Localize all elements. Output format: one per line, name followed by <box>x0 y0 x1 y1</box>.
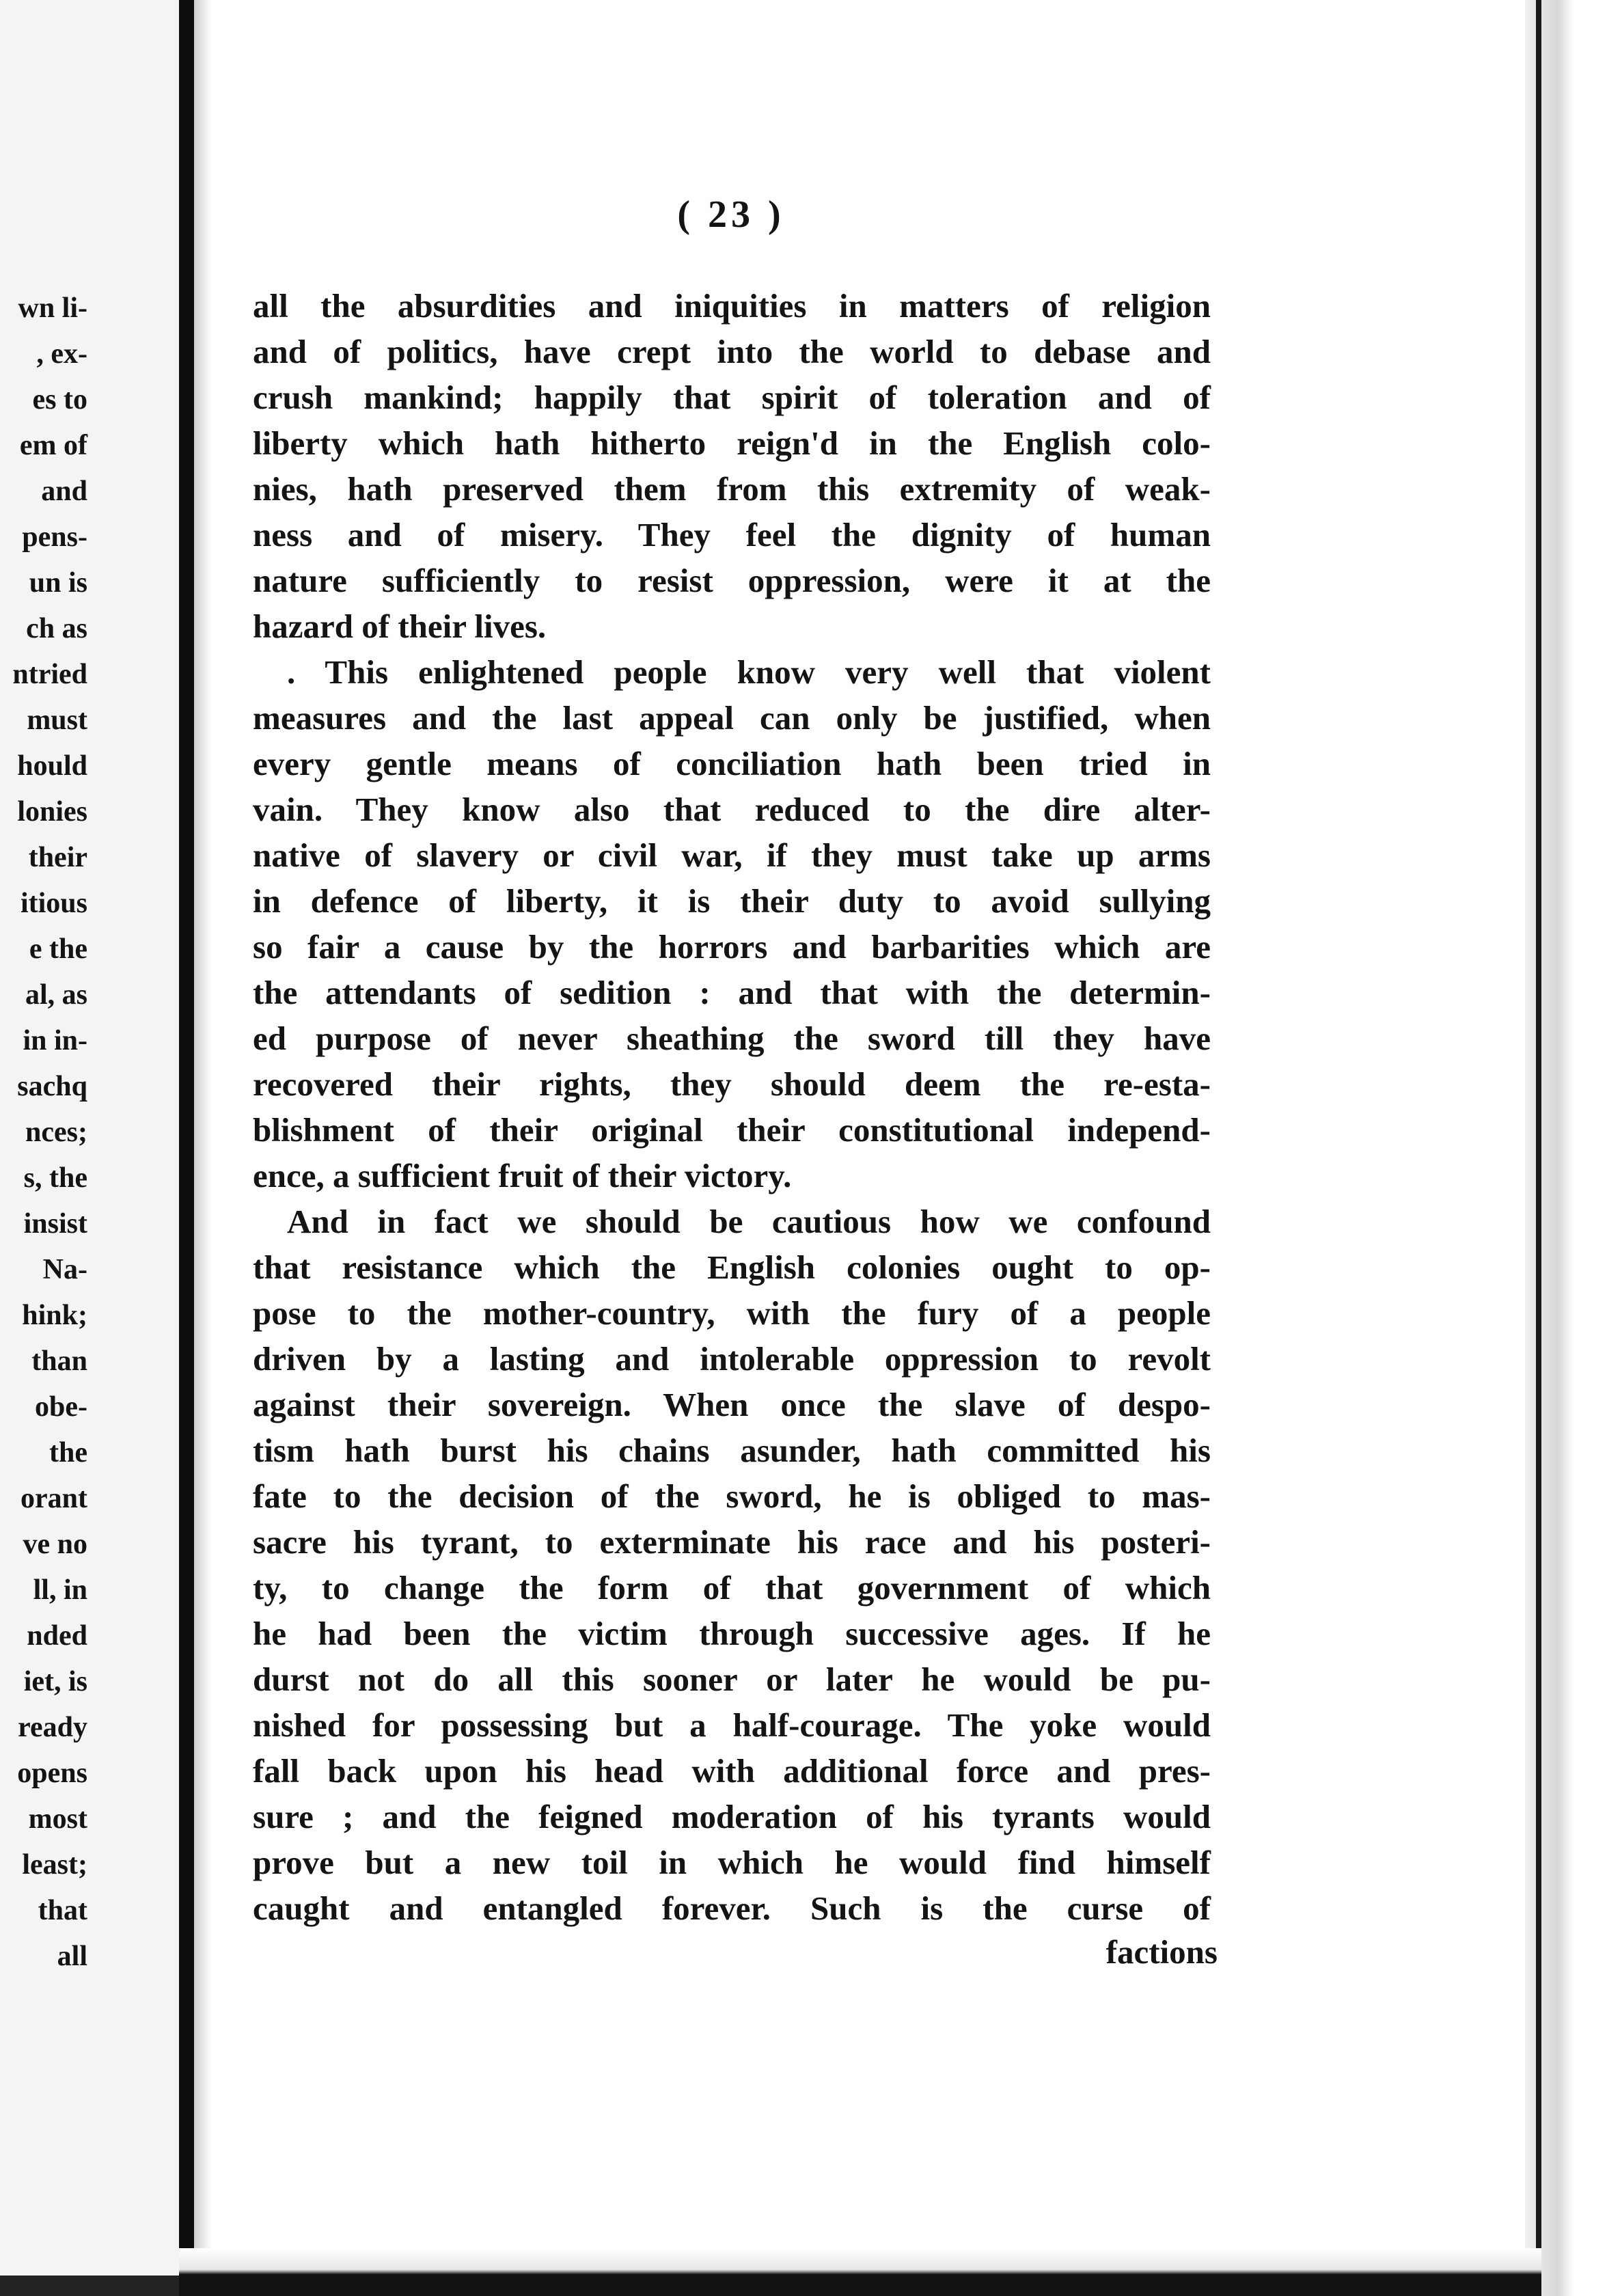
text-line: . This enlightened people know very well that violent <box>287 653 1211 691</box>
gutter-shadow <box>194 0 212 2296</box>
gutter-bar <box>179 0 194 2296</box>
left-fragment-line: e the <box>29 933 87 965</box>
text-line: the attendants of sedition : and that with the determin- <box>253 974 1211 1011</box>
text-line: caught and entangled forever. Such is the curse of <box>253 1889 1211 1927</box>
body-text <box>253 283 1211 1931</box>
text-line: prove but a new toil in which he would find himself <box>253 1844 1211 1881</box>
left-fragment-line: wn li- <box>18 292 87 324</box>
text-line: every gentle means of conciliation hath been tried in <box>253 745 1211 782</box>
text-line: pose to the mother-country, with the fury of a people <box>253 1294 1211 1332</box>
text-line: ence, a sufficient fruit of their victory. <box>253 1157 792 1194</box>
left-fragment-line: ll, in <box>33 1574 87 1606</box>
text-line: all the absurdities and iniquities in matters of religion <box>253 287 1211 325</box>
left-fragment-line: es to <box>32 384 87 415</box>
text-line: tism hath burst his chains asunder, hath committed his <box>253 1432 1211 1469</box>
left-fragment-line: ntried <box>12 659 87 690</box>
text-line: he had been the victim through successive ages. If he <box>253 1615 1211 1652</box>
left-fragment-line: Na- <box>42 1254 87 1285</box>
left-fragment-line: their <box>28 842 87 873</box>
text-line: crush mankind; happily that spirit of toleration and of <box>253 379 1211 416</box>
text-line: liberty which hath hitherto reign'd in the English colo- <box>253 424 1211 462</box>
left-fragment-line: nded <box>27 1620 87 1652</box>
text-line: nies, hath preserved them from this extremity of weak- <box>253 470 1211 508</box>
left-fragment-line: s, the <box>23 1162 87 1194</box>
text-line: against their sovereign. When once the slave of despo- <box>253 1386 1211 1423</box>
left-fragment-line: ch as <box>26 613 87 644</box>
left-fragment-line: ve no <box>23 1529 87 1560</box>
left-fragment-line: hould <box>17 750 87 782</box>
right-border-rule <box>1536 0 1541 2296</box>
left-fragment-line: most <box>28 1803 87 1835</box>
text-line: vain. They know also that reduced to the dire alter- <box>253 791 1211 828</box>
text-line: recovered their rights, they should deem the re-esta- <box>253 1065 1211 1103</box>
text-line: ed purpose of never sheathing the sword till they have <box>253 1020 1211 1057</box>
left-fragment-line: all <box>57 1941 87 1972</box>
left-fragment-line: itious <box>20 888 87 919</box>
left-fragment-line: and <box>41 476 87 507</box>
left-fragment-line: that <box>38 1895 87 1926</box>
text-line: nished for possessing but a half-courage. The yoke would <box>253 1706 1211 1744</box>
paragraph <box>253 283 1211 649</box>
left-fragment-line: hink; <box>22 1300 87 1331</box>
left-fragment-line: , ex- <box>36 338 87 370</box>
left-fragment-line: iet, is <box>23 1666 87 1697</box>
left-fragment-line: must <box>27 705 87 736</box>
text-line: nature sufficiently to resist oppression, were it at the <box>253 562 1211 599</box>
text-line: durst not do all this sooner or later he would be pu- <box>253 1660 1211 1698</box>
left-fragment-line: opens <box>17 1758 87 1789</box>
left-fragment-line: lonies <box>17 796 87 828</box>
left-fragment-line: the <box>49 1437 87 1468</box>
text-line: ness and of misery. They feel the dignity of human <box>253 516 1211 554</box>
left-fragment-line: pens- <box>22 521 87 553</box>
bottom-border-rule <box>179 2248 1541 2296</box>
left-fragment-line: than <box>31 1345 87 1377</box>
text-line: blishment of their original their constitutional independ- <box>253 1111 1211 1149</box>
text-line: hazard of their lives. <box>253 607 547 645</box>
text-line: sure ; and the feigned moderation of his tyrants would <box>253 1798 1211 1835</box>
text-line: fall back upon his head with additional force and pres- <box>253 1752 1211 1790</box>
text-line: sacre his tyrant, to exterminate his race and his posteri- <box>253 1523 1211 1561</box>
text-line: ty, to change the form of that government of which <box>253 1569 1211 1607</box>
left-fragment-line: obe- <box>35 1391 87 1423</box>
left-fragment-line: nces; <box>25 1117 87 1148</box>
text-line: fate to the decision of the sword, he is obliged to mas- <box>253 1477 1211 1515</box>
paragraph <box>253 649 1211 1199</box>
text-line: And in fact we should be cautious how we confound <box>287 1203 1211 1240</box>
paragraph <box>253 1199 1211 1931</box>
left-fragment-line: insist <box>23 1208 87 1240</box>
text-line: that resistance which the English colonies ought to op- <box>253 1248 1211 1286</box>
left-fragment-line: al, as <box>25 979 87 1011</box>
left-fragment-line: un is <box>29 567 87 599</box>
catchword: factions <box>1105 1933 1218 1971</box>
left-fragment-line: least; <box>22 1849 87 1881</box>
text-line: and of politics, have crept into the world to debase and <box>253 333 1211 370</box>
left-fragment-line: orant <box>20 1483 87 1514</box>
left-fragment-line: em of <box>19 430 87 461</box>
text-line: in defence of liberty, it is their duty to avoid sullying <box>253 882 1211 920</box>
text-line: driven by a lasting and intolerable oppression to revolt <box>253 1340 1211 1378</box>
left-page-fragments <box>0 286 87 1980</box>
bottom-dark-corner <box>0 2276 179 2296</box>
page-number: ( 23 ) <box>677 193 785 236</box>
text-line: native of slavery or civil war, if they must take up arms <box>253 836 1211 874</box>
text-line: so fair a cause by the horrors and barbarities which are <box>253 928 1211 966</box>
left-fragment-line: ready <box>18 1712 87 1743</box>
left-fragment-line: in in- <box>23 1025 87 1056</box>
text-line: measures and the last appeal can only be justified, when <box>253 699 1211 737</box>
left-fragment-line: sachq <box>17 1071 87 1102</box>
